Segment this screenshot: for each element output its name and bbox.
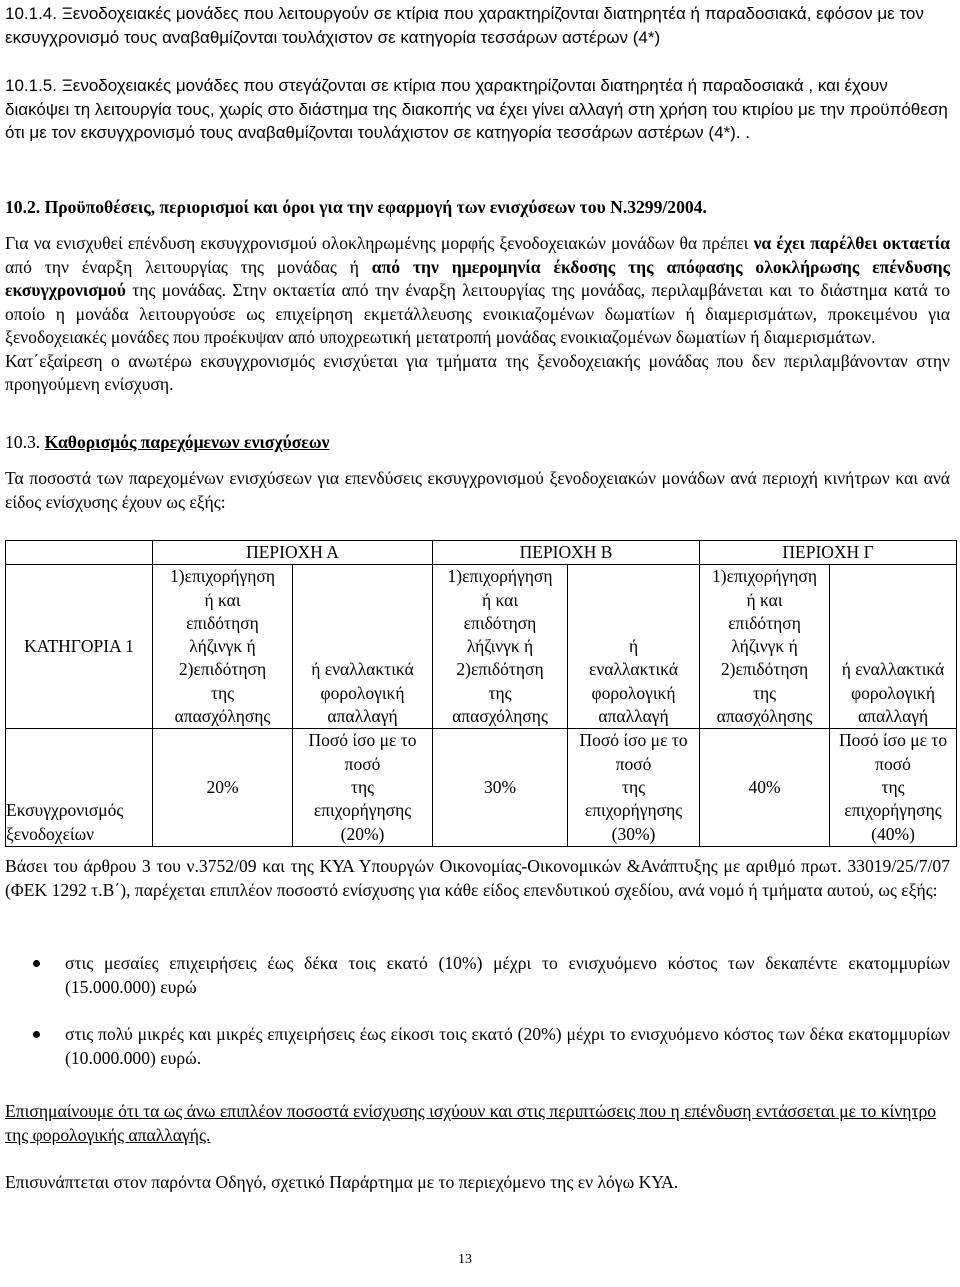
- region-a-rate: 20%: [153, 729, 293, 846]
- region-c-option1: 1)επιχορήγηση ή και επιδότηση λήζινγκ ή 2)επιδότηση της απασχόλησης: [700, 565, 830, 729]
- paragraph-law-3752: Βάσει του άρθρου 3 του ν.3752/09 και της ΚΥΑ Υπουργών Οικονομίας-Οικονομικών &Ανάπτυξης με αριθμό πρωτ. 33019/25/7/07 (ΦΕΚ 1292 τ.Β΄), παρέχεται επιπλέον ποσοστό ενίσχυσης για κάθε είδος επενδυτικού σχεδίου, ανά νομό ή τμήματα αυτού, ως εξής:: [5, 856, 950, 900]
- region-b-option2: ή εναλλακτικά φορολογική απαλλαγή: [568, 565, 700, 729]
- region-b-rate: 30%: [433, 729, 568, 846]
- region-c-rate: 40%: [700, 729, 830, 846]
- region-c-header: ΠΕΡΙΟΧΗ Γ: [700, 541, 957, 565]
- bullet-list: [5, 952, 950, 1070]
- heading-10-2: 10.2. Προϋποθέσεις, περιορισμοί και όροι για την εφαρμογή των ενισχύσεων του Ν.3299/2004.: [5, 197, 707, 217]
- page-number: 13: [458, 1252, 472, 1267]
- paragraph-10-1-5: 10.1.5. Ξενοδοχειακές μονάδες που στεγάζονται σε κτίρια που χαρακτηρίζονται διατηρητέα ή παραδοσιακά , και έχουν διακόψει τη λειτουργία τους, χωρίς στο διάστημα της διακοπής να έχει γίνει αλλαγή στη χρήση του κτιρίου με την προϋπόθεση ότι με τον εκσυγχρονισμό τους αναβαθμίζονται τουλάχιστον σε κατηγορία τεσσάρων αστέρων (4*). .: [5, 76, 948, 142]
- region-c-option2: ή εναλλακτικά φορολογική απαλλαγή: [830, 565, 957, 729]
- table-corner-cell: [6, 541, 153, 565]
- region-a-option2: ή εναλλακτικά φορολογική απαλλαγή: [293, 565, 433, 729]
- subsidy-table: [5, 540, 957, 847]
- bullet-icon: [33, 960, 40, 967]
- row-label-modernization: Εκσυγχρονισμός ξενοδοχείων: [6, 729, 153, 846]
- paragraph-note: Επισημαίνουμε ότι τα ως άνω επιπλέον ποσοστά ενίσχυσης ισχύουν και στις περιπτώσεις που η επένδυση εντάσσεται με το κίνητρο της φορολογικής απαλλαγής.: [5, 1101, 937, 1145]
- region-a-tax-amount: Ποσό ίσο με το ποσό της επιχορήγησης (20%): [293, 729, 433, 846]
- region-b-header: ΠΕΡΙΟΧΗ Β: [433, 541, 700, 565]
- region-a-header: ΠΕΡΙΟΧΗ Α: [153, 541, 433, 565]
- region-b-option1: 1)επιχορήγηση ή και επιδότηση λήζινγκ ή 2)επιδότηση της απασχόλησης: [433, 565, 568, 729]
- list-item: στις μεσαίες επιχειρήσεις έως δέκα τοις εκατό (10%) μέχρι το ενισχυόμενο κόστος των δεκαπέντε εκατομμυρίων (15.000.000) ευρώ: [5, 952, 950, 999]
- paragraph-annex-reference: Επισυνάπτεται στον παρόντα Οδηγό, σχετικό Παράρτημα με το περιεχόμενο της εν λόγω ΚΥΑ.: [5, 1172, 679, 1192]
- region-a-option1: 1)επιχορήγηση ή και επιδότηση λήζινγκ ή 2)επιδότηση της απασχόλησης: [153, 565, 293, 729]
- region-c-tax-amount: Ποσό ίσο με το ποσό της επιχορήγησης (40%): [830, 729, 957, 846]
- paragraph-10-2: Για να ενισχυθεί επένδυση εκσυγχρονισμού ολοκληρωμένης μορφής ξενοδοχειακών μονάδων θα πρέπει να έχει παρέλθει οκταετία από την έναρξη λειτουργίας της μονάδας ή από την ημερομηνία έκδοσης της απόφασης ολοκλήρωσης επένδυσης εκσυγχρονισμού της μονάδας. Στην οκταετία από την έναρξη λειτουργίας της μονάδας, περιλαμβάνεται και το διάστημα κατά το οποίο η μονάδα λειτουργούσε ως επιχείρηση εκμετάλλευσης ενοικιαζομένων δωματίων ή διαμερισμάτων, προκειμένου για ξενοδοχειακές μονάδες που προέκυψαν από υποχρεωτική μετατροπή μονάδας ενοικιαζομένων δωματίων ή διαμερισμάτων. Κατ΄εξαίρεση ο ανωτέρω εκσυγχρονισμός ενισχύεται για τμήματα της ξενοδοχειακής μονάδας που δεν περιλαμβάνονταν στην προηγούμενη ενίσχυση.: [5, 233, 950, 394]
- category-cell: ΚΑΤΗΓΟΡΙΑ 1: [6, 565, 153, 729]
- heading-10-3: 10.3. Καθορισμός παρεχόμενων ενισχύσεων: [5, 432, 330, 452]
- paragraph-10-1-4: 10.1.4. Ξενοδοχειακές μονάδες που λειτουργούν σε κτίρια που χαρακτηρίζονται διατηρητέα ή παραδοσιακά, εφόσον με τον εκσυγχρονισμό τους αναβαθμίζονται τουλάχιστον σε κατηγορία τεσσάρων αστέρων (4*): [5, 4, 924, 47]
- region-b-tax-amount: Ποσό ίσο με το ποσό της επιχορήγησης (30%): [568, 729, 700, 846]
- paragraph-10-3: Τα ποσοστά των παρεχομένων ενισχύσεων για επενδύσεις εκσυγχρονισμού ξενοδοχειακών μονάδων ανά περιοχή κινήτρων και ανά είδος ενίσχυσης έχουν ως εξής:: [5, 468, 950, 512]
- list-item: στις πολύ μικρές και μικρές επιχειρήσεις έως είκοσι τοις εκατό (20%) μέχρι το ενισχυόμενο κόστος των δέκα εκατομμυρίων (10.000.000) ευρώ.: [5, 1023, 950, 1070]
- bullet-icon: [33, 1031, 40, 1038]
